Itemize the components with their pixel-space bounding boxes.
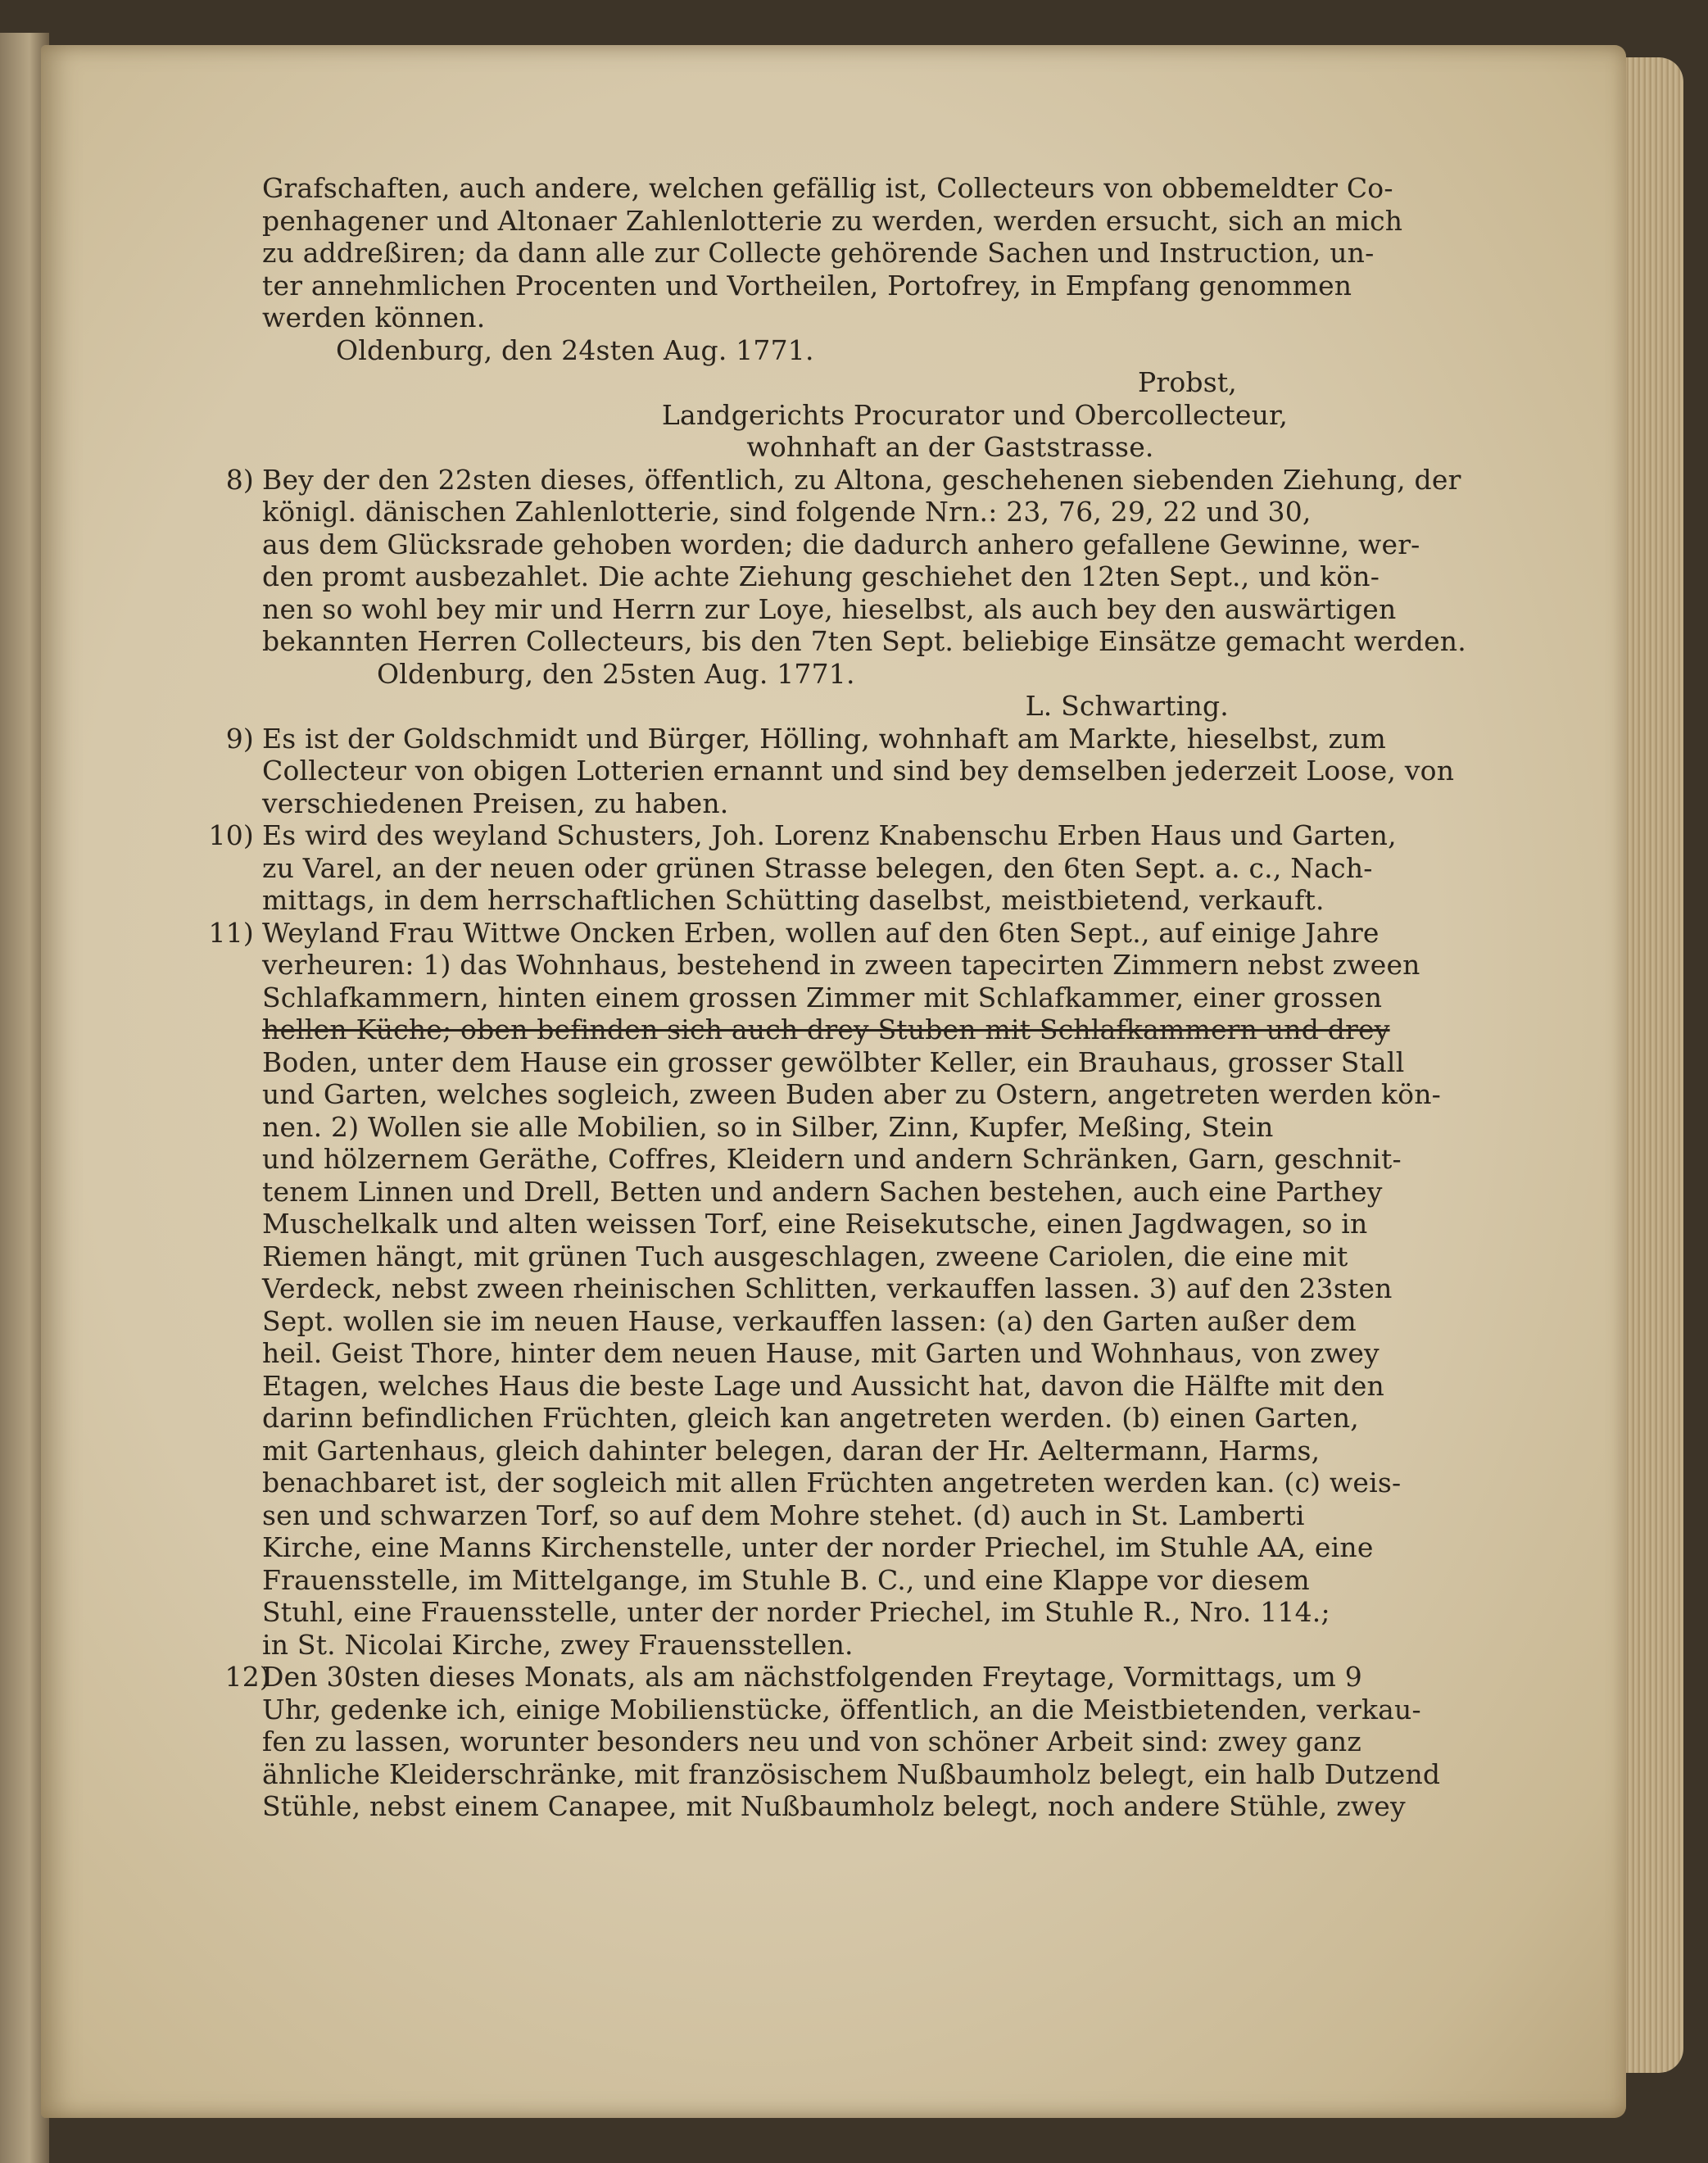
notice-number: 8) (225, 463, 254, 496)
text-line: zu addreßiren; da dann alle zur Collecte gehörende Sachen und Instruction, un- (262, 237, 1375, 269)
text-line: königl. dänischen Zahlenlotterie, sind folgende Nrn.: 23, 76, 29, 22 und 30, (262, 496, 1312, 528)
text-line: in St. Nicolai Kirche, zwey Frauensstellen. (262, 1628, 854, 1661)
text-line: verheuren: 1) das Wohnhaus, bestehend in zween tapecirten Zimmern nebst zween (262, 949, 1420, 981)
text-line: Stühle, nebst einem Canapee, mit Nußbaumholz belegt, noch andere Stühle, zwey (262, 1790, 1406, 1822)
text-line: werden können. (262, 302, 486, 333)
signature-address: wohnhaft an der Gaststrasse. (746, 431, 1154, 463)
notice-number: 11) (208, 916, 254, 949)
text-line: Sept. wollen sie im neuen Hause, verkauffen lassen: (a) den Garten außer dem (262, 1304, 1357, 1337)
signature-name: Probst, (1137, 366, 1237, 398)
text-line: sen und schwarzen Torf, so auf dem Mohre stehet. (d) auch in St. Lamberti (262, 1499, 1305, 1531)
place-date: Oldenburg, den 24sten Aug. 1771. (336, 333, 814, 366)
text-line: Uhr, gedenke ich, einige Mobilienstücke, öffentlich, an die Meistbietenden, verkau- (262, 1693, 1421, 1725)
notice-8 (225, 463, 1466, 723)
text-line: Den 30sten dieses Monats, als am nächstfolgenden Freytage, Vormittags, um 9 (262, 1661, 1362, 1693)
text-line: Stuhl, eine Frauensstelle, unter der norder Priechel, im Stuhle R., Nro. 114.; (262, 1596, 1330, 1628)
text-line: Etagen, welches Haus die beste Lage und Aussicht hat, davon die Hälfte mit den (262, 1369, 1385, 1402)
text-line: ähnliche Kleiderschränke, mit französischem Nußbaumholz belegt, ein halb Dutzend (262, 1757, 1441, 1790)
text-line: nen. 2) Wollen sie alle Mobilien, so in Silber, Zinn, Kupfer, Meßing, Stein (262, 1110, 1274, 1143)
text-line: und Garten, welches sogleich, zween Buden aber zu Ostern, angetreten werden kön- (262, 1078, 1441, 1110)
notice-11 (208, 916, 1441, 1662)
text-line: aus dem Glücksrade gehoben worden; die dadurch anhero gefallene Gewinne, wer- (262, 528, 1420, 560)
text-line: ter annehmlichen Procenten und Vortheilen, Portofrey, in Empfang genommen (262, 269, 1352, 302)
notice-10 (208, 819, 1397, 917)
notice-number: 12) (224, 1661, 270, 1693)
intro-notice (262, 172, 1403, 464)
notice-number: 9) (225, 722, 254, 755)
text-line: nen so wohl bey mir und Herrn zur Loye, hieselbst, als auch bey den auswärtigen (262, 592, 1397, 625)
notice-9 (225, 722, 1455, 820)
page-stack-edge (1618, 57, 1683, 2073)
text-line: Verdeck, nebst zween rheinischen Schlitten, verkauffen lassen. 3) auf den 23sten (262, 1272, 1393, 1304)
struck-text-line: hellen Küche; oben befinden sich auch drey Stuben mit Schlafkammern und drey (262, 1013, 1390, 1045)
text-line: Bey der den 22sten dieses, öffentlich, zu Altona, geschehenen siebenden Ziehung, der (262, 463, 1461, 496)
text-line: und hölzernem Geräthe, Coffres, Kleidern und andern Schränken, Garn, geschnit- (262, 1143, 1402, 1175)
text-line: Kirche, eine Manns Kirchenstelle, unter der norder Priechel, im Stuhle AA, eine (262, 1531, 1374, 1563)
signature-title: Landgerichts Procurator und Obercollecteur, (661, 398, 1289, 431)
text-line: Weyland Frau Wittwe Oncken Erben, wollen auf den 6ten Sept., auf einige Jahre (262, 916, 1380, 949)
text-line: Es wird des weyland Schusters, Joh. Lorenz Knabenschu Erben Haus und Garten, (262, 819, 1397, 851)
text-line: darinn befindlichen Früchten, gleich kan angetreten werden. (b) einen Garten, (262, 1402, 1359, 1434)
text-line: Schlafkammern, hinten einem grossen Zimmer mit Schlafkammer, einer grossen (262, 981, 1383, 1013)
notice-number: 10) (208, 819, 254, 851)
text-line: Frauensstelle, im Mittelgange, im Stuhle B. C., und eine Klappe vor diesem (262, 1563, 1310, 1596)
text-line: Grafschaften, auch andere, welchen gefällig ist, Collecteurs von obbemeldter Co- (262, 172, 1393, 204)
text-line: zu Varel, an der neuen oder grünen Strasse belegen, den 6ten Sept. a. c., Nach- (262, 851, 1373, 884)
text-line: mit Gartenhaus, gleich dahinter belegen, daran der Hr. Aeltermann, Harms, (262, 1434, 1321, 1467)
text-line: penhagener und Altonaer Zahlenlotterie zu werden, werden ersucht, sich an mich (262, 204, 1403, 237)
text-line: benachbaret ist, der sogleich mit allen Früchten angetreten werden kan. (c) weis- (262, 1467, 1402, 1499)
text-line: verschiedenen Preisen, zu haben. (262, 787, 729, 819)
text-line: den promt ausbezahlet. Die achte Ziehung geschiehet den 12ten Sept., und kön- (262, 560, 1380, 592)
text-line: Collecteur von obigen Lotterien ernannt und sind bey demselben jederzeit Loose, von (262, 755, 1455, 787)
place-date: Oldenburg, den 25sten Aug. 1771. (377, 657, 855, 690)
text-line: Riemen hängt, mit grünen Tuch ausgeschlagen, zweene Cariolen, die eine mit (262, 1240, 1348, 1272)
text-line: Es ist der Goldschmidt und Bürger, Hölling, wohnhaft am Markte, hieselbst, zum (262, 722, 1386, 755)
text-line: heil. Geist Thore, hinter dem neuen Hause, mit Garten und Wohnhaus, von zwey (262, 1337, 1380, 1369)
text-line: Muschelkalk und alten weissen Torf, eine Reisekutsche, einen Jagdwagen, so in (262, 1208, 1368, 1240)
text-line: mittags, in dem herrschaftlichen Schütting daselbst, meistbietend, verkauft. (262, 884, 1325, 916)
text-line: tenem Linnen und Drell, Betten und andern Sachen bestehen, auch eine Parthey (262, 1175, 1383, 1208)
signature-name: L. Schwarting. (1025, 690, 1229, 722)
notice-12 (224, 1661, 1441, 1823)
text-line: fen zu lassen, worunter besonders neu und von schöner Arbeit sind: zwey ganz (262, 1725, 1361, 1757)
text-line: bekannten Herren Collecteurs, bis den 7ten Sept. beliebige Einsätze gemacht werden. (262, 625, 1466, 657)
text-body (208, 172, 1466, 1823)
text-line: Boden, unter dem Hause ein grosser gewölbter Keller, ein Brauhaus, grosser Stall (262, 1045, 1405, 1078)
